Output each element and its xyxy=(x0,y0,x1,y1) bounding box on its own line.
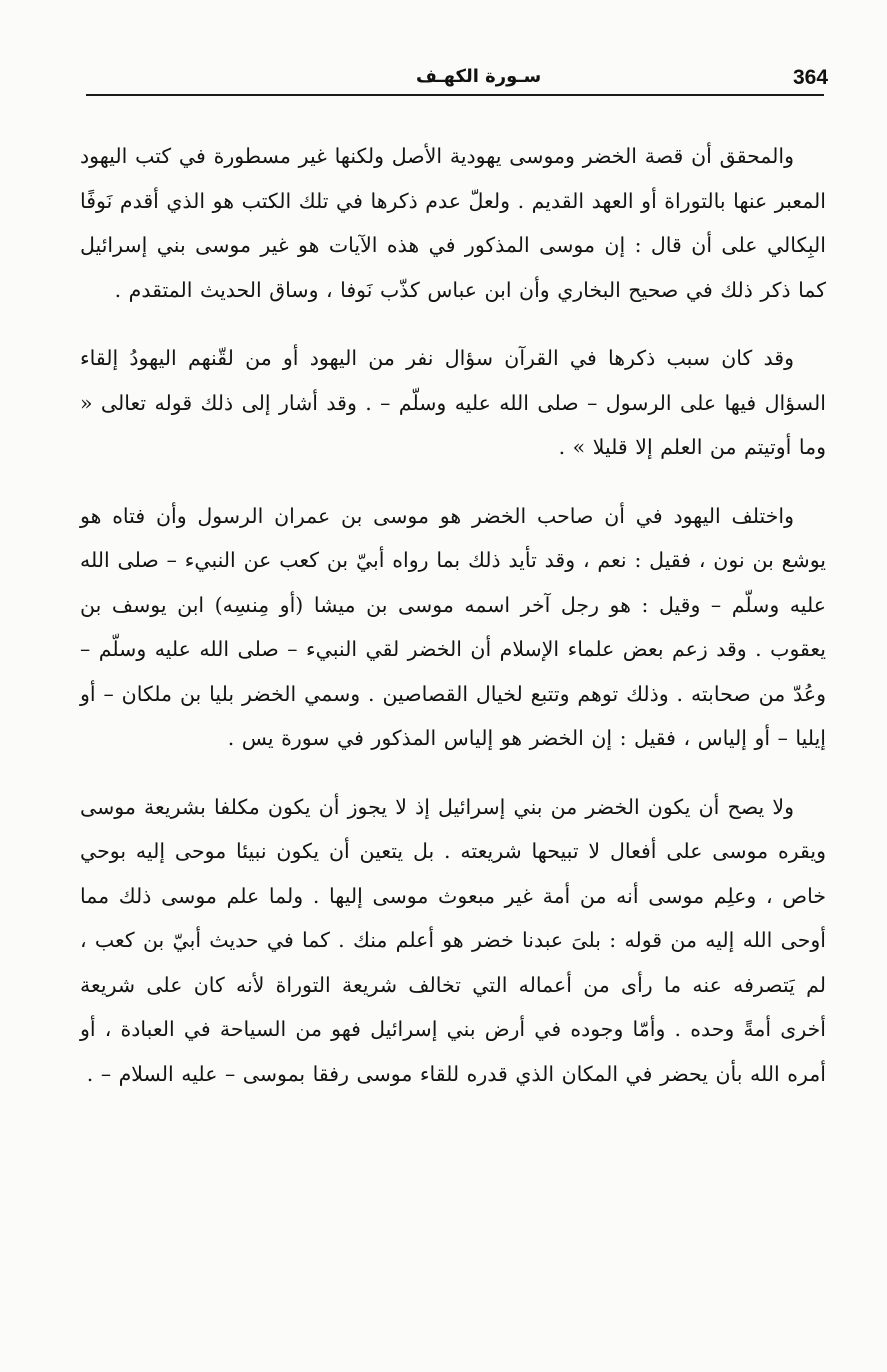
paragraph-4: ولا يصح أن يكون الخضر من بني إسرائيل إذ لا يجوز أن يكون مكلفا بشريعة موسى ويقره موسى على أفعال لا تبيحها شريعته . بل يتعين أن يكون نبيئا موحى إليه بوحي خاص ، وعلِم موسى أنه من أمة غير مبعوث موسى إليها . ولما علم موسى ذلك مما أوحى الله إليه من قوله : بلىَ عبدنا خضر هو أعلم منك . كما في حديث أبيّ بن كعب ، لم يَتصرفه عنه ما رأى من أعماله التي تخالف شريعة التوراة لأنه كان على شريعة أخرى أمةً وحده . وأمّا وجوده في أرض بني إسرائيل فهو من السياحة في العبادة ، أو أمره الله بأن يحضر في المكان الذي قدره للقاء موسى رفقا بموسى – عليه السلام – . xyxy=(80,794,826,1086)
paragraph-1: والمحقق أن قصة الخضر وموسى يهودية الأصل ولكنها غير مسطورة في كتب اليهود المعبر عنها بالتوراة أو العهد القديم . ولعلّ عدم ذكرها في تلك الكتب هو الذي أقدم نَوفًا البِكالي على أن قال : إن موسى المذكور في هذه الآيات هو غير موسى بني إسرائيل كما ذكر ذلك في صحيح البخاري وأن ابن عباس كذّب نَوفا ، وساق الحديث المتقدم . xyxy=(80,144,826,302)
paragraph-2: وقد كان سبب ذكرها في القرآن سؤال نفر من اليهود أو من لقّنهم اليهودُ إلقاء السؤال فيها على الرسول – صلى الله عليه وسلّم – . وقد أشار إلى ذلك قوله تعالى « وما أوتيتم من العلم إلا قليلا » . xyxy=(80,346,826,459)
paragraph-3: واختلف اليهود في أن صاحب الخضر هو موسى بن عمران الرسول وأن فتاه هو يوشع بن نون ، فقيل : نعم ، وقد تأيد ذلك بما رواه أبيّ بن كعب عن النبيء – صلى الله عليه وسلّم – وقيل : هو رجل آخر اسمه موسى بن ميشا (أو مِنسِه) ابن يوسف بن يعقوب . وقد زعم بعض علماء الإسلام أن الخضر لقي النبيء – صلى الله عليه وسلّم – وعُدّ من صحابته . وذلك توهم وتتبع لخيال القصاصين . وسمي الخضر بليا بن ملكان – أو إيليا – أو إلياس ، فقيل : إن الخضر هو إلياس المذكور في سورة يس . xyxy=(80,503,826,750)
header-rule xyxy=(86,94,824,96)
page-header xyxy=(86,60,829,96)
body-text xyxy=(80,134,826,1096)
running-title: سـورة الكهـف xyxy=(416,66,542,87)
page-number: 364 xyxy=(793,66,829,89)
